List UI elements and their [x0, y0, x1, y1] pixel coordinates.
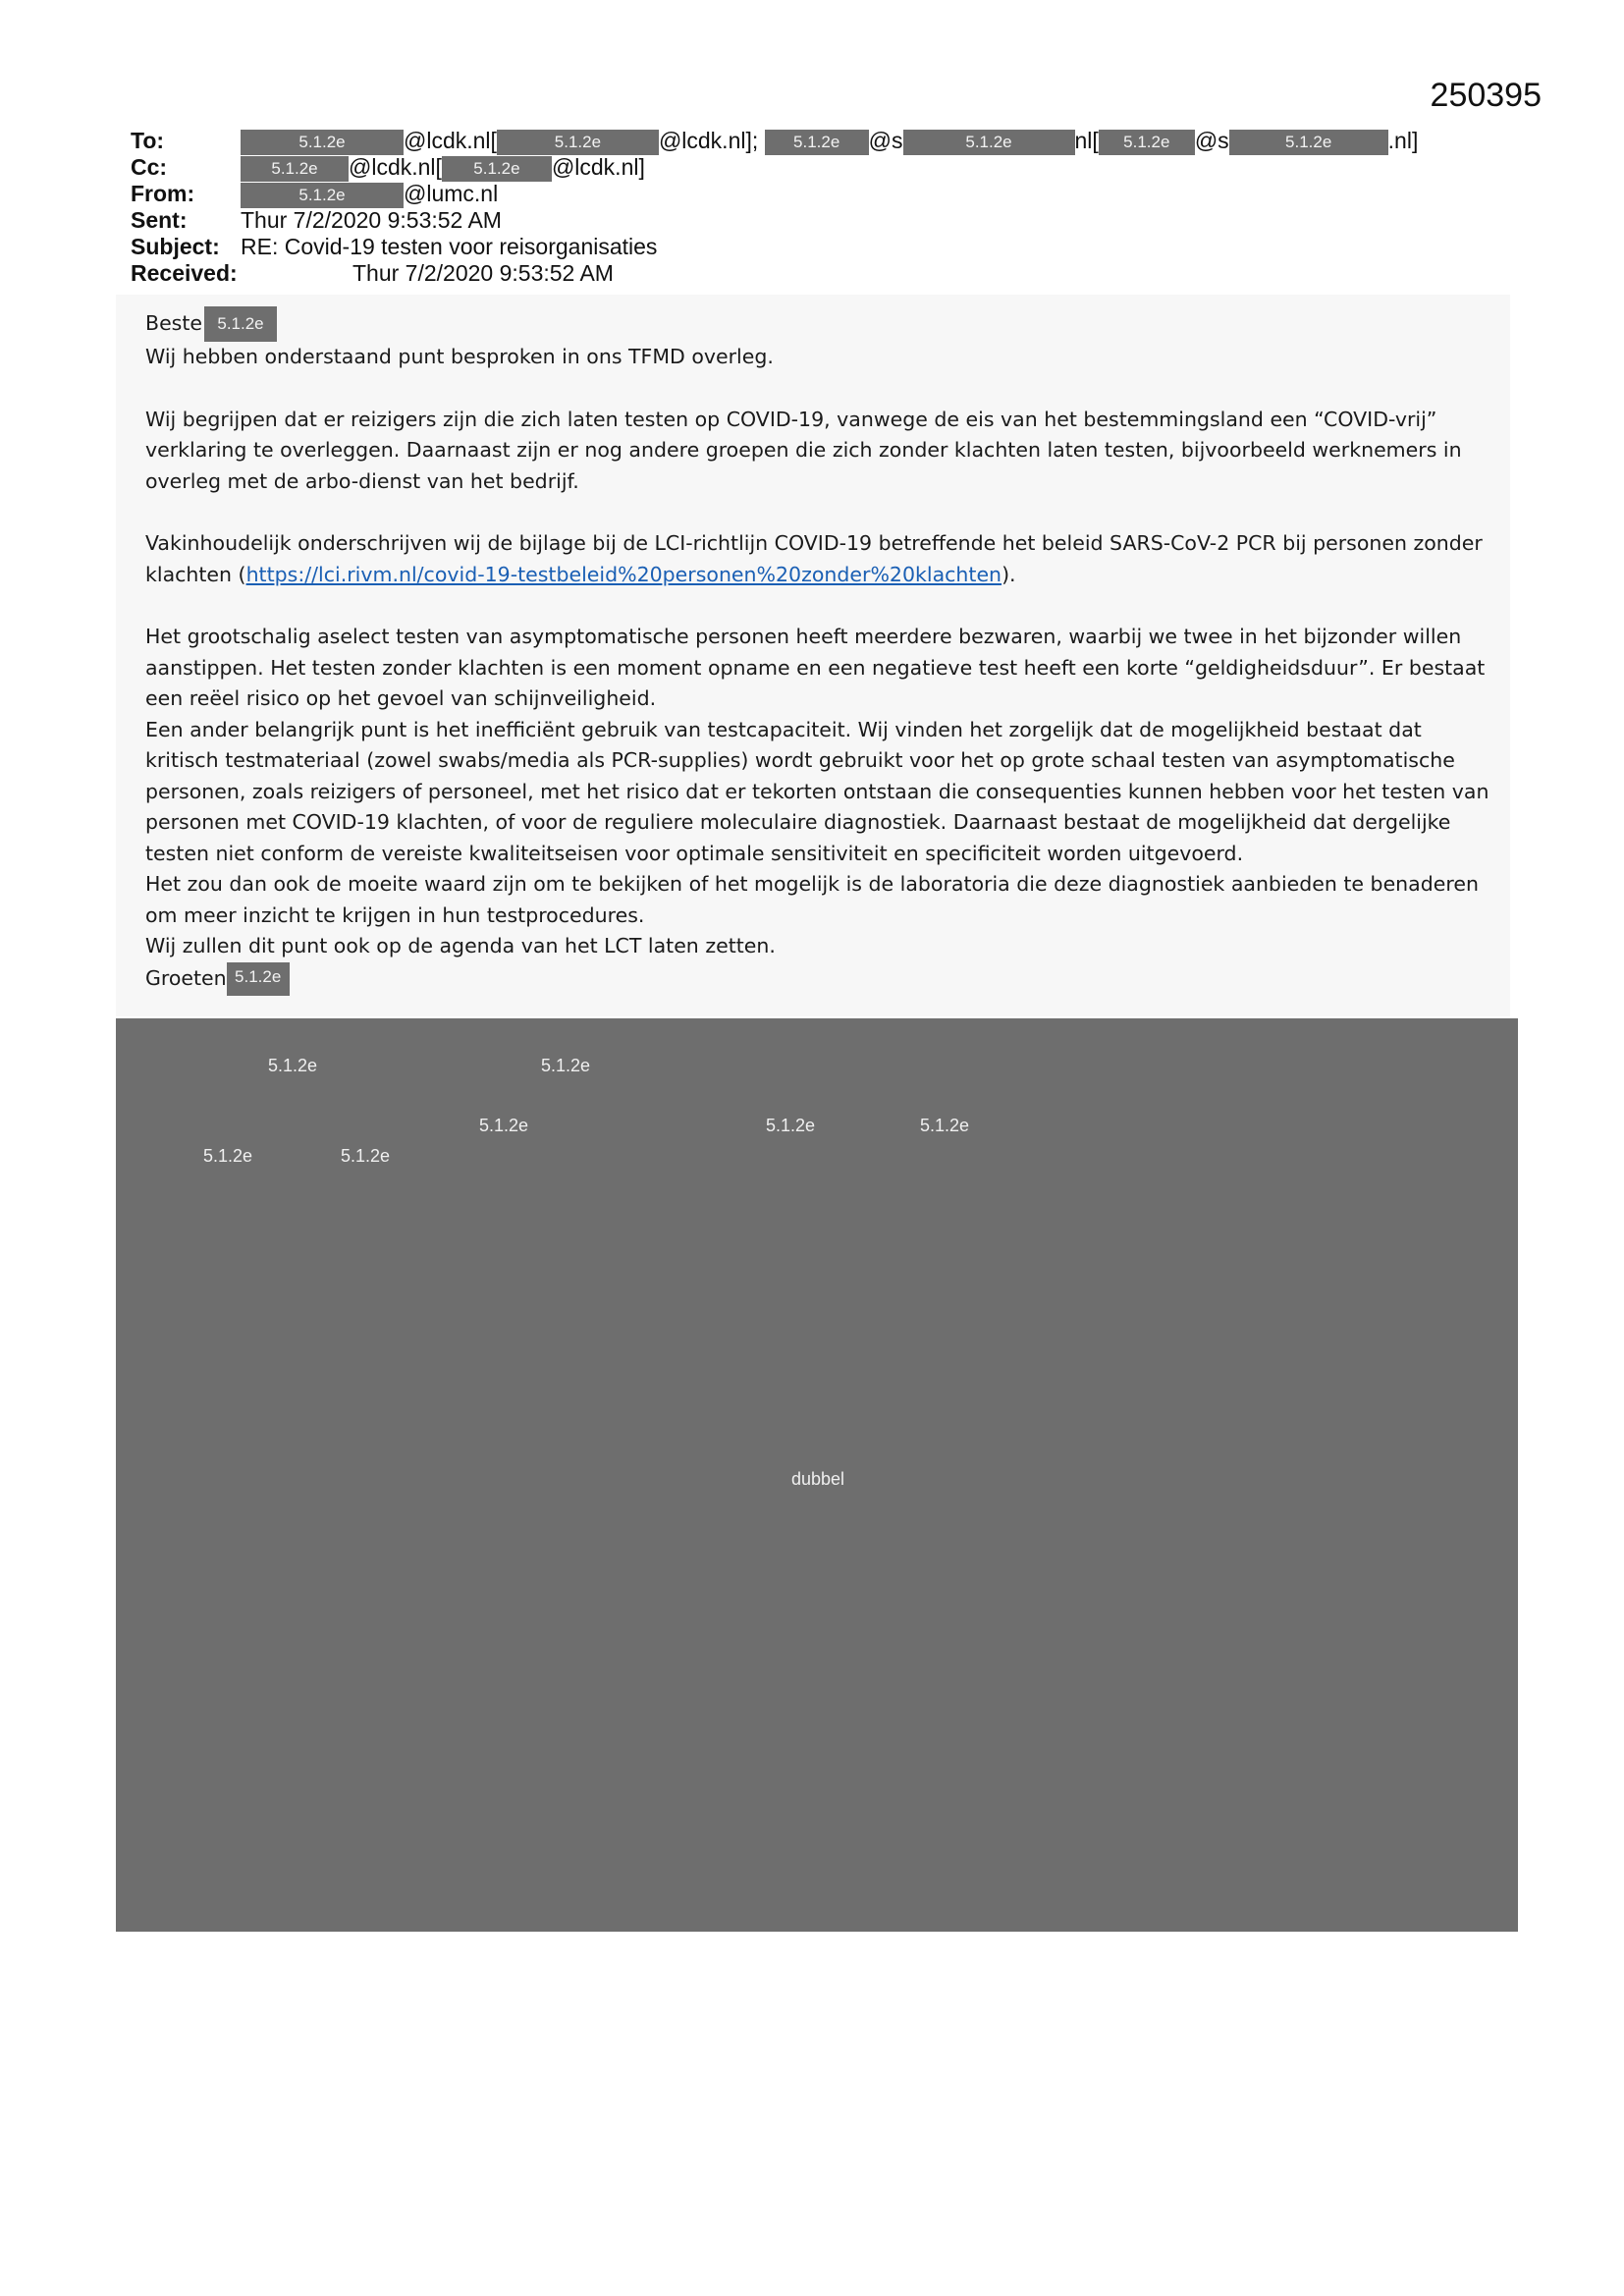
- to-label: To:: [131, 128, 165, 153]
- cc-part: @lcdk.nl[: [349, 154, 442, 180]
- to-value: [241, 128, 1418, 155]
- lci-guideline-link[interactable]: https://lci.rivm.nl/covid-19-testbeleid%20personen%20zonder%20klachten: [245, 562, 1002, 586]
- document-number: 250395: [1430, 77, 1542, 114]
- from-value: [241, 181, 498, 208]
- redaction-label: 5.1.2e: [203, 1146, 253, 1166]
- sent-row: [131, 207, 1505, 234]
- to-part: @s: [868, 128, 903, 153]
- redaction-label: 5.1.2e: [268, 1056, 318, 1075]
- cc-label: Cc:: [131, 154, 168, 180]
- paragraph: Wij hebben onderstaand punt besproken in ons TFMD overleg.: [145, 345, 774, 368]
- closing-line: [145, 962, 1500, 996]
- paragraph: Wij begrijpen dat er reizigers zijn die zich laten testen op COVID-19, vanwege de eis van het bestemmingsland een “COVID-vrij” verklaring te overleggen. Daarnaast zijn er nog andere groepen die zich zonder klachten laten testen, bijvoorbeeld werknemers in overleg met de arbo-dienst van het bedrijf.: [145, 407, 1462, 493]
- received-row: [131, 260, 1505, 287]
- redaction-label: 5.1.2e: [541, 1056, 591, 1075]
- paragraph: Vakinhoudelijk onderschrijven wij de bijlage bij de LCI-richtlijn COVID-19 betreffende het beleid SARS-CoV-2 PCR bij personen zonder klachten (https://lci.rivm.nl/covid-19-testbeleid%20personen%20zonder%20klachten).: [145, 531, 1483, 586]
- subject-label: Subject:: [131, 234, 220, 259]
- subject-value: RE: Covid-19 testen voor reisorganisaties: [241, 234, 658, 259]
- from-label: From:: [131, 181, 195, 206]
- cc-part: @lcdk.nl]: [551, 154, 645, 180]
- sent-value: Thur 7/2/2020 9:53:52 AM: [241, 207, 502, 233]
- paragraph: Het zou dan ook de moeite waard zijn om te bekijken of het mogelijk is de laboratoria die deze diagnostiek aanbieden te benaderen om meer inzicht te krijgen in hun testprocedures.: [145, 872, 1479, 927]
- redaction: 5.1.2e: [241, 183, 404, 208]
- received-value: Thur 7/2/2020 9:53:52 AM: [352, 260, 614, 286]
- message-body: [145, 306, 1500, 996]
- greeting-line: [145, 306, 1500, 342]
- sent-label: Sent:: [131, 207, 188, 233]
- paragraph: Het grootschalig aselect testen van asymptomatische personen heeft meerdere bezwaren, waarbij we twee in het bijzonder willen aanstippen. Het testen zonder klachten is een moment opname en een negatieve test heeft een korte “geldigheidsduur”. Er bestaat een reëel risico op het gevoel van schijnveiligheid.: [145, 625, 1486, 710]
- to-part: @lcdk.nl];: [658, 128, 759, 153]
- redaction: 5.1.2e: [765, 130, 869, 155]
- redaction-label: 5.1.2e: [479, 1116, 529, 1135]
- cc-row: [131, 154, 1505, 181]
- to-part: nl[: [1074, 128, 1099, 153]
- to-part: @lcdk.nl[: [404, 128, 497, 153]
- subject-row: [131, 234, 1505, 260]
- cc-value: [241, 154, 645, 182]
- redaction: 5.1.2e: [204, 306, 277, 342]
- redaction: 5.1.2e: [442, 156, 552, 182]
- redaction-reason: dubbel: [791, 1469, 845, 1489]
- received-label: Received:: [131, 260, 238, 286]
- paragraph: Een ander belangrijk punt is het inefficiënt gebruik van testcapaciteit. Wij vinden het zorgelijk dat de mogelijkheid bestaat dat kritisch testmateriaal (zowel swabs/media als PCR-supplies) wordt gebruikt voor het op grote schaal testen van asymptomatische personen, zoals reizigers of personeel, met het risico dat er tekorten ontstaan die consequenties kunnen hebben voor het testen van personen met COVID-19 klachten, of voor de reguliere moleculaire diagnostiek. Daarnaast bestaat de mogelijkheid dat dergelijke testen niet conform de vereiste kwaliteitseisen voor optimale sensitiviteit en specificiteit worden uitgevoerd.: [145, 717, 1489, 865]
- greeting: Beste: [145, 311, 203, 335]
- redacted-block: [116, 1018, 1518, 1932]
- to-part: @s: [1194, 128, 1229, 153]
- to-part: .nl]: [1387, 128, 1419, 153]
- redaction: 5.1.2e: [497, 130, 659, 155]
- redaction: 5.1.2e: [1229, 130, 1388, 155]
- from-part: @lumc.nl: [404, 181, 499, 206]
- redaction-label: 5.1.2e: [920, 1116, 970, 1135]
- redaction-label: 5.1.2e: [766, 1116, 816, 1135]
- redaction: 5.1.2e: [1099, 130, 1195, 155]
- redaction-label: 5.1.2e: [341, 1146, 391, 1166]
- redaction: 5.1.2e: [903, 130, 1075, 155]
- redaction: 5.1.2e: [241, 130, 404, 155]
- redaction: 5.1.2e: [241, 156, 349, 182]
- from-row: [131, 181, 1505, 207]
- email-header: [131, 128, 1505, 287]
- to-row: [131, 128, 1505, 154]
- closing: Groeten: [145, 965, 227, 990]
- paragraph: Wij zullen dit punt ook op de agenda van het LCT laten zetten.: [145, 934, 776, 957]
- redaction: 5.1.2e: [227, 962, 290, 996]
